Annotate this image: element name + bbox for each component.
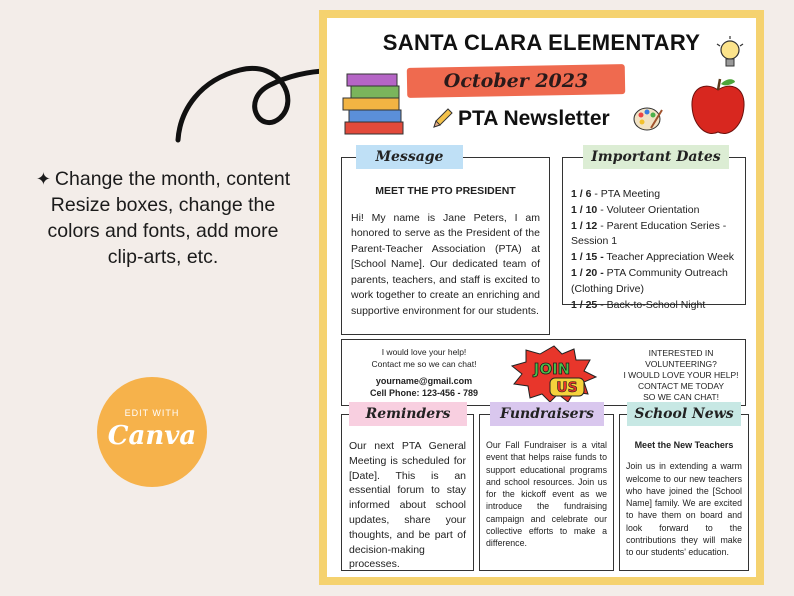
- month-banner: October 2023: [443, 70, 589, 92]
- message-body: Hi! My name is Jane Peters, I am honored to serve as the President of the Parent-Teacher Association (PTA) at [School Name]. Our dedicated team of parents, teachers, and staff is excited to work together to create an enriching and supportive environment for our students.: [351, 211, 540, 317]
- date-row: 1 / 12 - Parent Education Series - Session 1: [571, 219, 727, 248]
- fundraisers-label: Fundraisers: [490, 402, 604, 426]
- date-row: 1 / 20 - PTA Community Outreach (Clothing Drive): [571, 266, 728, 295]
- promo-line-2: Resize boxes, change the: [50, 194, 276, 216]
- fundraisers-box: [479, 414, 614, 571]
- promo-line-3: colors and fonts, add more: [47, 220, 279, 242]
- contact-block: [350, 346, 498, 399]
- date-row: 1 / 10 - Voluteer Orientation: [571, 203, 700, 216]
- lightbulb-icon: [715, 36, 745, 72]
- volunteer-line-4: CONTACT ME TODAY: [637, 381, 725, 391]
- sparkle-icon: ✦: [35, 169, 51, 189]
- message-heading: MEET THE PTO PRESIDENT: [375, 185, 516, 197]
- badge-us-text: US: [556, 380, 578, 396]
- date-row: 1 / 6 - PTA Meeting: [571, 188, 661, 200]
- reminders-box: [341, 414, 474, 571]
- important-dates-box: [562, 157, 746, 311]
- important-dates-label: Important Dates: [583, 145, 729, 169]
- join-box: [341, 339, 746, 406]
- promo-line-1: ✦ Change the month, content: [35, 168, 291, 190]
- canva-logo: Canva: [107, 421, 197, 451]
- badge-join-text: JOIN: [533, 360, 571, 378]
- palette-icon: [633, 106, 663, 132]
- contact-line-1: I would love your help!: [381, 347, 467, 357]
- date-row: 1 / 25 - Back-to-School Night: [571, 298, 706, 311]
- message-label: Message: [356, 145, 463, 169]
- promo-line-4: clip-arts, etc.: [107, 246, 219, 268]
- volunteer-line-5: SO WE CAN CHAT!: [643, 392, 719, 402]
- newsletter-page: [327, 18, 756, 577]
- school-news-body: Join us in extending a warm welcome to our new teachers who have joined the [School Name] family. We are excited to have them on board and look forward to the contributions they will make to our students' education.: [626, 461, 742, 558]
- contact-email: yourname@gmail.com: [375, 376, 473, 386]
- reminders-label: Reminders: [349, 402, 467, 426]
- message-box: [341, 157, 550, 335]
- pencil-icon: [431, 106, 455, 130]
- school-name: SANTA CLARA ELEMENTARY: [382, 30, 701, 55]
- join-us-badge: [506, 344, 602, 404]
- date-row: 1 / 15 - Teacher Appreciation Week: [571, 251, 735, 264]
- school-news-box: [619, 414, 749, 571]
- canva-badge: [97, 377, 207, 487]
- volunteer-line-3: I WOULD LOVE YOUR HELP!: [623, 370, 739, 380]
- school-news-label: School News: [627, 402, 741, 426]
- contact-line-2: Contact me so we can chat!: [371, 359, 477, 369]
- volunteer-block: [617, 348, 745, 403]
- fundraisers-body: Our Fall Fundraiser is a vital event that helps raise funds to support educational programs and school resources. Join us for the kickoff event as we introduce the fundraising campaign and celebrate our collective efforts to make a difference.: [486, 440, 607, 549]
- promo-text: [18, 166, 308, 270]
- school-news-heading: Meet the New Teachers: [634, 440, 734, 450]
- newsletter-title: PTA Newsletter: [458, 107, 610, 130]
- canva-badge-top: EDIT WITH: [124, 408, 180, 418]
- volunteer-line-1: INTERESTED IN: [648, 348, 714, 358]
- newsletter-frame: [319, 10, 764, 585]
- contact-phone: Cell Phone: 123-456 - 789: [369, 388, 479, 398]
- volunteer-line-2: VOLUNTEERING?: [645, 359, 717, 369]
- apple-icon: [689, 76, 747, 138]
- books-icon: [341, 70, 407, 138]
- reminders-body: Our next PTA General Meeting is scheduled for [Date]. This is an essential forum to stay informed about school updates, share your thoughts, and be part of decision-making processes.: [349, 440, 466, 571]
